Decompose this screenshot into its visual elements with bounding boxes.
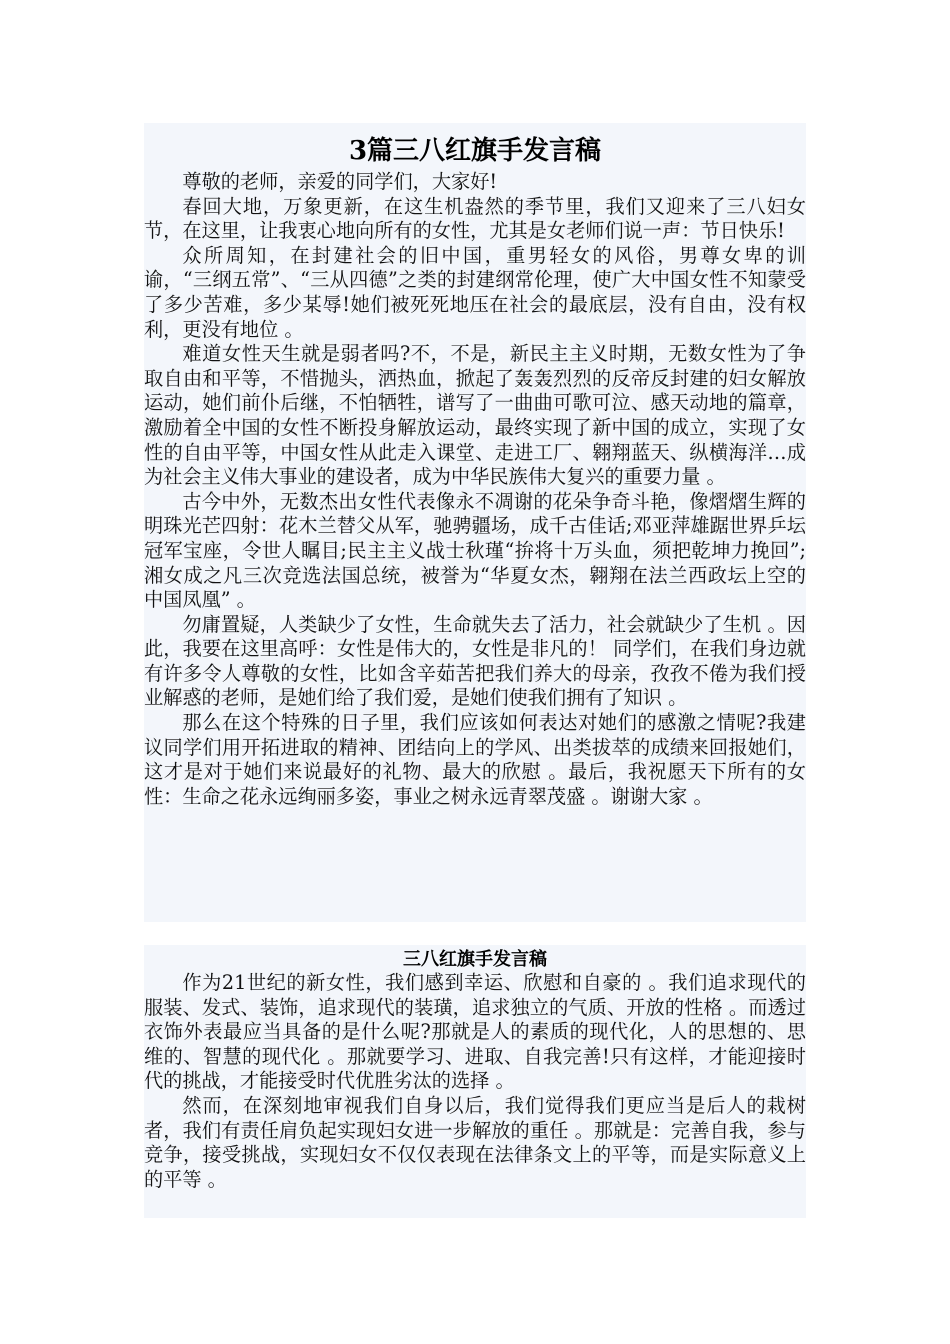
paragraph-responsibility: 然而，在深刻地审视我们自身以后，我们觉得我们更应当是后人的栽树者，我们有责任肩负起实现妇女进一步解放的重任 。那就是：完善自我，参与竞争，接受挑战，实现妇女不仅仅表现在法律条文上的平等，而是实际意义上的平等 。 — [144, 1093, 806, 1191]
paragraph-great-women: 勿庸置疑，人类缺少了女性，生命就失去了活力，社会就缺少了生机 。因此，我要在这里高呼：女性是伟大的，女性是非凡的！ 同学们，在我们身边就有许多令人尊敬的女性，比如含辛茹苦把我们养大的母亲，孜孜不倦为我们授业解惑的老师，是她们给了我们爱，是她们使我们拥有了知识 。 — [144, 612, 806, 710]
paragraph-new-women: 作为21世纪的新女性，我们感到幸运、欣慰和自豪的 。我们追求现代的服装、发式、装饰，追求现代的装璜，追求独立的气质、开放的性格 。而透过衣饰外表最应当具备的是什么呢?那就是人的素质的现代化，人的思想的、思维的、智慧的现代化 。那就要学习、进取、自我完善!只有这样，才能迎接时代的挑战，才能接受时代优胜劣汰的选择 。 — [144, 971, 806, 1093]
speech-section-1 — [144, 123, 806, 922]
section-title: 三八红旗手发言稿 — [403, 949, 547, 970]
paragraph-spring: 春回大地，万象更新，在这生机盎然的季节里，我们又迎来了三八妇女节，在这里，让我衷心地向所有的女性，尤其是女老师们说一声：节日快乐! — [144, 194, 806, 243]
paragraph-greeting: 尊敬的老师，亲爱的同学们，大家好! — [182, 170, 498, 193]
paragraph-feudal: 众所周知，在封建社会的旧中国，重男轻女的风俗，男尊女卑的训谕，“三纲五常”、“三从四德”之类的封建纲常伦理，使广大中国女性不知蒙受了多少苦难，多少某辱!她们被死死地压在社会的最底层，没有自由，没有权利，更没有地位 。 — [144, 243, 806, 341]
paragraph-heroines: 古今中外，无数杰出女性代表像永不凋谢的花朵争奇斗艳，像熠熠生辉的明珠光芒四射：花木兰替父从军，驰骋疆场，成千古佳话;邓亚萍雄踞世界乒坛冠军宝座，令世人瞩目;民主主义战士秋瑾“拚将十万头血，须把乾坤力挽回”;湘女成之凡三次竞选法国总统，被誉为“华夏女杰，翱翔在法兰西政坛上空的中国凤凰” 。 — [144, 489, 806, 612]
paragraph-liberation: 难道女性天生就是弱者吗?不，不是，新民主主义时期，无数女性为了争取自由和平等，不惜抛头，洒热血，掀起了轰轰烈烈的反帝反封建的妇女解放运动，她们前仆后继，不怕牺牲，谱写了一曲曲可歌可泣、感天动地的篇章，激励着全中国的女性不断投身解放运动，最终实现了新中国的成立，实现了女性的自由平等，中国女性从此走入课堂、走进工厂、翱翔蓝天、纵横海洋…成为社会主义伟大事业的建设者，成为中华民族伟大复兴的重要力量 。 — [144, 342, 806, 489]
document-title: 3篇三八红旗手发言稿 — [348, 136, 602, 166]
speech-section-2 — [144, 945, 806, 1218]
paragraph-closing: 那么在这个特殊的日子里，我们应该如何表达对她们的感激之情呢?我建议同学们用开拓进取的精神、团结向上的学风、出类拔萃的成绩来回报她们，这才是对于她们来说最好的礼物、最大的欣慰 。最后，我祝愿天下所有的女性：生命之花永远绚丽多姿，事业之树永远青翠茂盛 。谢谢大家 。 — [144, 711, 806, 808]
